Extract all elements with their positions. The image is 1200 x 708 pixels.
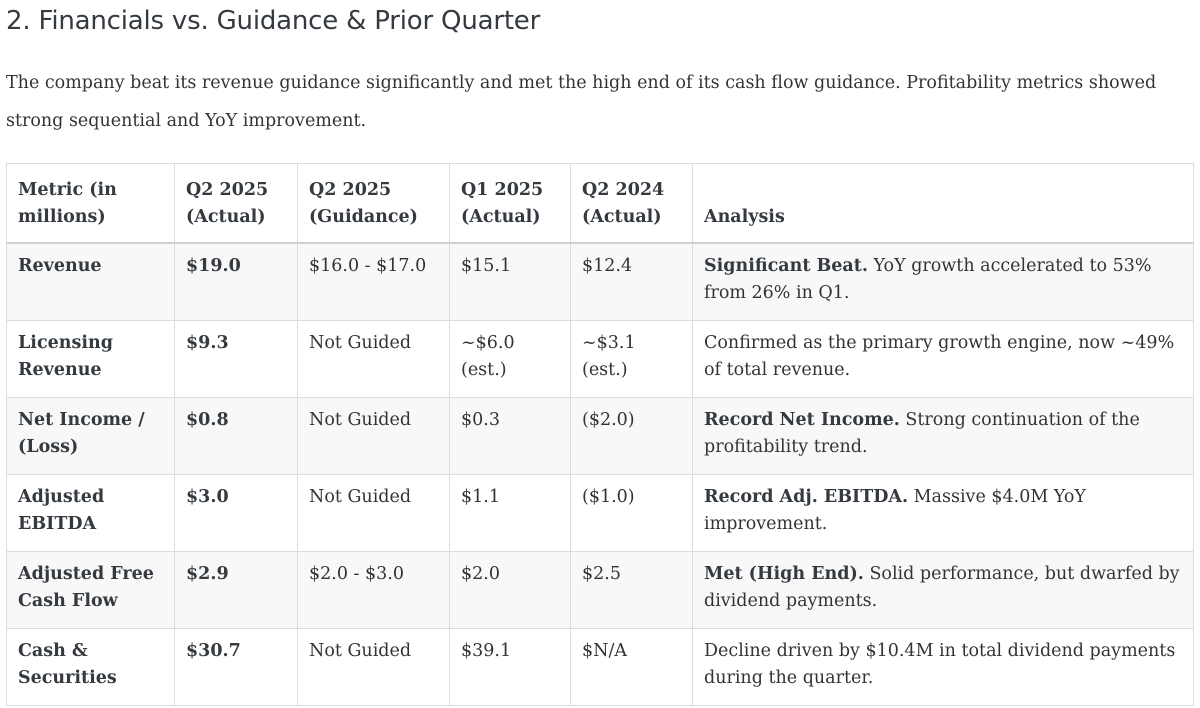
- header-q2-2024-actual: Q2 2024 (Actual): [571, 164, 693, 244]
- header-q2-2025-guidance: Q2 2025 (Guidance): [298, 164, 450, 244]
- cell-q2-2025-actual: $30.7: [175, 628, 298, 705]
- cell-metric: Licensing Revenue: [7, 320, 175, 397]
- cell-q1-2025-actual: $2.0: [450, 551, 571, 628]
- table-body: [7, 243, 1194, 705]
- cell-q2-2025-guidance: Not Guided: [298, 320, 450, 397]
- cell-metric: Adjusted Free Cash Flow: [7, 551, 175, 628]
- analysis-highlight: Record Net Income.: [704, 409, 900, 430]
- cell-analysis: [693, 320, 1194, 397]
- intro-paragraph: The company beat its revenue guidance significantly and met the high end of its cash flow guidance. Profitability metrics showed strong sequential and YoY improvement.: [6, 73, 1157, 131]
- cell-analysis: [693, 397, 1194, 474]
- table-row: [7, 243, 1194, 320]
- analysis-text: Decline driven by $10.4M in total dividend payments during the quarter.: [704, 640, 1176, 688]
- cell-q2-2025-guidance: Not Guided: [298, 628, 450, 705]
- analysis-text: YoY growth accelerated to 53% from 26% in Q1.: [704, 256, 1152, 303]
- section-heading: 2. Financials vs. Guidance & Prior Quarter: [6, 6, 541, 36]
- cell-q2-2024-actual: $12.4: [571, 243, 693, 320]
- cell-q1-2025-actual: $39.1: [450, 628, 571, 705]
- cell-q2-2025-actual: $9.3: [175, 320, 298, 397]
- table-row: [7, 628, 1194, 705]
- cell-analysis: [693, 551, 1194, 628]
- cell-q2-2025-actual: $3.0: [175, 474, 298, 551]
- table-header: [7, 164, 1194, 244]
- cell-q2-2025-actual: $0.8: [175, 397, 298, 474]
- cell-metric: Cash & Securities: [7, 628, 175, 705]
- header-q1-2025-actual: Q1 2025 (Actual): [450, 164, 571, 244]
- cell-q1-2025-actual: $1.1: [450, 474, 571, 551]
- cell-q2-2024-actual: $2.5: [571, 551, 693, 628]
- cell-analysis: [693, 628, 1194, 705]
- analysis-highlight: Record Adj. EBITDA.: [704, 486, 909, 507]
- analysis-highlight: Met (High End).: [704, 563, 864, 584]
- analysis-text: Strong continuation of the profitability trend.: [704, 409, 1140, 457]
- cell-q2-2025-actual: $2.9: [175, 551, 298, 628]
- header-q2-2025-actual: Q2 2025 (Actual): [175, 164, 298, 244]
- header-analysis: Analysis: [693, 164, 1194, 244]
- cell-q2-2024-actual: ~$3.1 (est.): [571, 320, 693, 397]
- table-row: [7, 397, 1194, 474]
- cell-q2-2025-guidance: Not Guided: [298, 474, 450, 551]
- analysis-text: Solid performance, but dwarfed by dividend payments.: [704, 563, 1180, 611]
- analysis-highlight: Significant Beat.: [704, 256, 868, 276]
- analysis-text: Massive $4.0M YoY improvement.: [704, 486, 1086, 534]
- table-row: [7, 320, 1194, 397]
- cell-metric: Adjusted EBITDA: [7, 474, 175, 551]
- cell-metric: Revenue: [7, 243, 175, 320]
- cell-q2-2024-actual: ($1.0): [571, 474, 693, 551]
- analysis-text: Confirmed as the primary growth engine, now ~49% of total revenue.: [704, 332, 1175, 380]
- cell-analysis: [693, 243, 1194, 320]
- table-row: [7, 474, 1194, 551]
- cell-q1-2025-actual: $0.3: [450, 397, 571, 474]
- cell-analysis: [693, 474, 1194, 551]
- financials-table: [6, 163, 1194, 706]
- cell-q2-2024-actual: $N/A: [571, 628, 693, 705]
- header-metric: Metric (in millions): [7, 164, 175, 244]
- cell-q2-2025-actual: $19.0: [175, 243, 298, 320]
- cell-metric: Net Income / (Loss): [7, 397, 175, 474]
- cell-q2-2025-guidance: $16.0 - $17.0: [298, 243, 450, 320]
- cell-q1-2025-actual: $15.1: [450, 243, 571, 320]
- cell-q2-2025-guidance: Not Guided: [298, 397, 450, 474]
- cell-q2-2025-guidance: $2.0 - $3.0: [298, 551, 450, 628]
- header-row: [7, 164, 1194, 244]
- table-row: [7, 551, 1194, 628]
- cell-q1-2025-actual: ~$6.0 (est.): [450, 320, 571, 397]
- cell-q2-2024-actual: ($2.0): [571, 397, 693, 474]
